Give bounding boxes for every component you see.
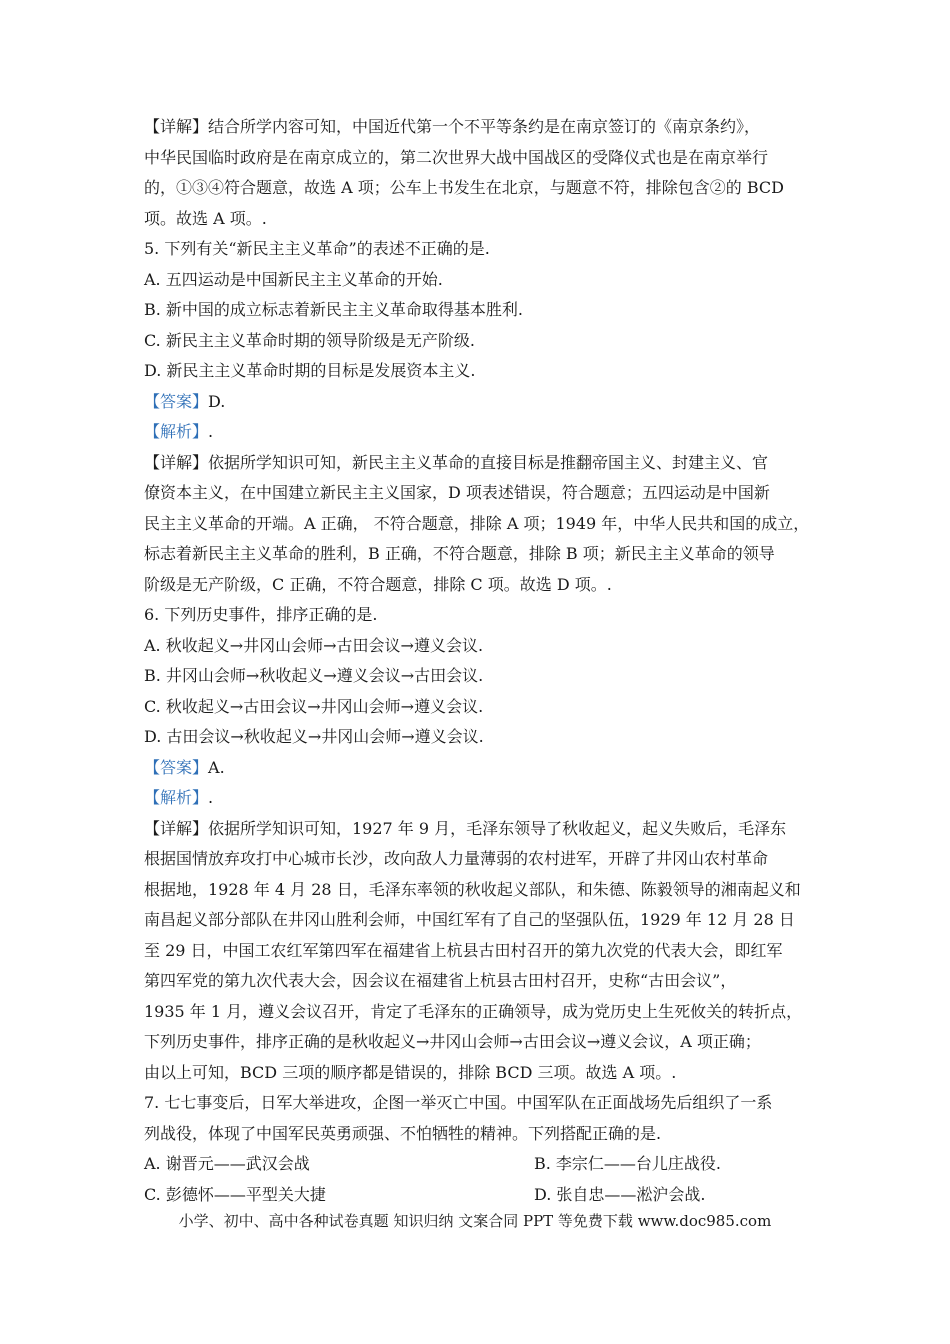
detail-line: 【详解】结合所学内容可知，中国近代第一个不平等条约是在南京签订的《南京条约》， bbox=[144, 117, 761, 136]
detail-line: 【详解】依据所学知识可知，1927 年 9 月，毛泽东领导了秋收起义，起义失败后，毛泽东 bbox=[144, 818, 787, 838]
question-6: 6. 下列历史事件，排序正确的是. bbox=[144, 605, 378, 624]
options-row bbox=[144, 1180, 809, 1211]
detail-line: 民主主义革命的开端。A 正确， 不符合题意，排除 A 项；1949 年，中华人民共和国的成立， bbox=[144, 513, 810, 533]
analysis-line bbox=[144, 417, 809, 448]
detail-line: 1935 年 1 月，遵义会议召开，肯定了毛泽东的正确领导，成为党历史上生死攸关的转折点， bbox=[144, 1001, 803, 1021]
page-footer: 小学、初中、高中各种试卷真题 知识归纳 文案合同 PPT 等免费下载 www.doc985.com bbox=[178, 1212, 772, 1230]
detail-line: 根据国情放弃攻打中心城市长沙，改向敌人力量薄弱的农村进军，开辟了井冈山农村革命 bbox=[144, 849, 769, 868]
detail-line: 第四军党的第九次代表大会，因会议在福建省上杭县古田村召开，史称“古田会议”， bbox=[144, 971, 737, 990]
option-c: C. 新民主主义革命时期的领导阶级是无产阶级. bbox=[144, 330, 475, 350]
detail-line: 阶级是无产阶级，C 正确，不符合题意，排除 C 项。故选 D 项。. bbox=[144, 574, 612, 594]
answer-label: 【答案】 bbox=[144, 391, 209, 411]
analysis-label: 【解析】 bbox=[144, 788, 209, 807]
question-7-cont: 列战役，体现了中国军民英勇顽强、不怕牺牲的精神。下列搭配正确的是. bbox=[144, 1123, 662, 1143]
option-b: B. 新中国的成立标志着新民主主义革命取得基本胜利. bbox=[144, 300, 524, 319]
options-row bbox=[144, 1149, 809, 1180]
option-d: D. 新民主主义革命时期的目标是发展资本主义. bbox=[144, 361, 476, 380]
option-b: B. 井冈山会师→秋收起义→遵义会议→古田会议. bbox=[144, 666, 484, 685]
answer-value: D. bbox=[208, 391, 226, 411]
analysis-label: 【解析】 bbox=[144, 422, 209, 441]
option-a: A. 五四运动是中国新民主主义革命的开始. bbox=[144, 269, 443, 289]
detail-line: 标志着新民主主义革命的胜利，B 正确，不符合题意，排除 B 项；新民主主义革命的领导 bbox=[144, 544, 775, 563]
analysis-value: . bbox=[208, 788, 214, 807]
option-c: C. 秋收起义→古田会议→井冈山会师→遵义会议. bbox=[144, 696, 484, 716]
analysis-value: . bbox=[208, 422, 214, 441]
detail-line: 【详解】依据所学知识可知，新民主主义革命的直接目标是推翻帝国主义、封建主义、官 bbox=[144, 452, 769, 472]
detail-line: 僚资本主义，在中国建立新民主主义国家，D 项表述错误，符合题意；五四运动是中国新 bbox=[144, 483, 770, 502]
detail-line: 的，①③④符合题意，故选 A 项；公车上书发生在北京，与题意不符，排除包含②的 BCD bbox=[144, 178, 784, 197]
option-d: D. 古田会议→秋收起义→井冈山会师→遵义会议. bbox=[144, 727, 484, 746]
option-c: C. 彭德怀——平型关大捷 bbox=[144, 1184, 326, 1204]
option-d: D. 张自忠——淞沪会战. bbox=[534, 1184, 706, 1204]
option-a: A. 秋收起义→井冈山会师→古田会议→遵义会议. bbox=[144, 635, 484, 655]
detail-line: 南昌起义部分部队在井冈山胜利会师，中国红军有了自己的坚强队伍，1929 年 12 月 28 日 bbox=[144, 910, 795, 929]
answer-value: A. bbox=[208, 757, 225, 777]
option-a: A. 谢晋元——武汉会战 bbox=[144, 1154, 310, 1173]
detail-line: 根据地，1928 年 4 月 28 日，毛泽东率领的秋收起义部队，和朱德、陈毅领导的湘南起义和 bbox=[144, 879, 801, 899]
detail-line: 至 29 日，中国工农红军第四军在福建省上杭县古田村召开的第九次党的代表大会，即红军 bbox=[144, 940, 783, 960]
detail-line: 中华民国临时政府是在南京成立的，第二次世界大战中国战区的受降仪式也是在南京举行 bbox=[144, 147, 769, 167]
detail-line: 由以上可知，BCD 三项的顺序都是错误的，排除 BCD 三项。故选 A 项。. bbox=[144, 1062, 677, 1082]
document-body bbox=[144, 112, 809, 1210]
question-5: 5. 下列有关“新民主主义革命”的表述不正确的是. bbox=[144, 239, 490, 258]
option-b: B. 李宗仁——台儿庄战役. bbox=[534, 1154, 722, 1173]
detail-line: 项。故选 A 项。. bbox=[144, 208, 267, 228]
answer-line bbox=[144, 387, 809, 418]
answer-label: 【答案】 bbox=[144, 757, 209, 777]
question-7: 7. 七七事变后，日军大举进攻，企图一举灭亡中国。中国军队在正面战场先后组织了一系 bbox=[144, 1093, 773, 1112]
answer-line bbox=[144, 753, 809, 784]
detail-line: 下列历史事件，排序正确的是秋收起义→井冈山会师→古田会议→遵义会议，A 项正确； bbox=[144, 1032, 761, 1051]
analysis-line bbox=[144, 783, 809, 814]
